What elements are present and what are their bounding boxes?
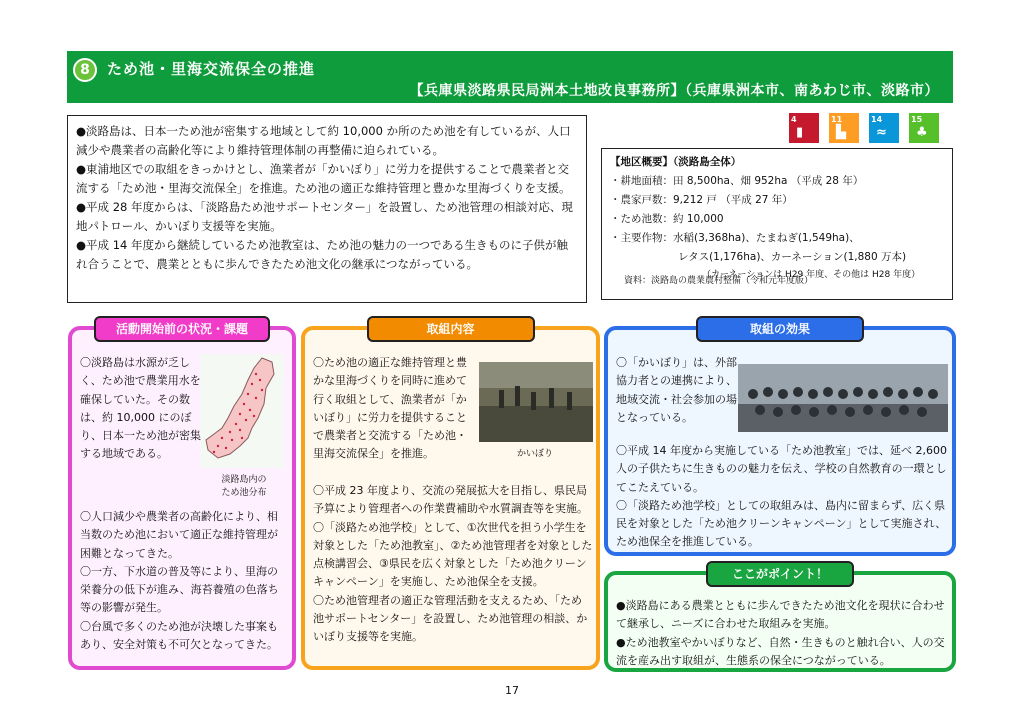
sdg-11-icon: 11 ▙ [829,113,859,143]
action-item: 〇ため池管理者の適正な管理活動を支えるため、「ため池サポートセンター」を設置し、ため池管理の相談、かいぼり支援等を実施。 [313,593,588,644]
panel-before-text-b [80,508,288,654]
photo-caption: かいぼり [516,449,553,459]
area-ponds: ・ため池数：約 10,000 [610,213,724,225]
area-crops-cont: レタス(1,176ha)、カーネーション(1,880 万本) [678,251,907,263]
area-overview-box [601,148,953,300]
point-item: ●ため池教室やかいぼりなど、自然・生きものと触れ合い、人の交流を産み出す取組が、生態系の保全につながっている。 [616,635,945,667]
area-crops: ・主要作物：水稲(3,368ha)、たまねぎ(1,549ha)、 [610,232,860,244]
effect-item: 〇「かいぼり」は、外部協力者との連携により、地域交流・社会参加の場となっている。 [616,356,737,424]
before-item: 〇淡路島は水源が乏しく、ため池で農業用水を確保していた。その数は、約 10,000 にのぼり、日本一ため池が密集する地域である。 [80,356,201,461]
summary-item: ●東浦地区での取組をきっかけとし、漁業者が「かいぼり」に労力を提供することで農業者と交流する「ため池・里海交流保全」を推進。ため池の適正な維持管理と豊かな里海づくりを支援。 [76,162,571,195]
summary-item: ●淡路島は、日本一ため池が密集する地域として約 10,000 か所のため池を有しているが、人口減少や農業者の高齢化等により維持管理体制の再整備に迫られている。 [76,124,571,157]
effect-item: 〇「淡路ため池学校」としての取組みは、島内に留まらず、広く県民を対象とした「ため池クリーンキャンペーン」として実施され、ため池保全を推進している。 [616,498,947,549]
panel-action [301,322,600,670]
map-caption: 淡路島内の ため池分布 [221,475,267,498]
pond-distribution-map [200,354,284,468]
section-number: 8 [73,58,97,82]
area-farmers: ・農家戸数：9,212 戸 （平成 27 年） [610,194,793,206]
before-item: 〇台風で多くのため池が決壊した事案もあり、安全対策も不可欠となってきた。 [80,619,278,652]
action-item: 〇「淡路ため池学校」として、①次世代を担う小学生を対象とした「ため池教室」、②ため池管理者を対象とした点検講習会、③県民を広く対象とした「ため池クリーンキャンペーン」を実施し、ため池保全を支援。 [313,520,593,589]
panel-effect [604,322,956,556]
header-banner [67,51,953,103]
effect-item: 〇平成 14 年度から実施している「ため池教室」では、延べ 2,600 人の子供たちに生きものの魅力を伝え、学校の自然教育の一環としてこたえている。 [616,444,947,494]
page-number: 17 [505,684,519,697]
panel-before-activity [68,322,296,670]
panel-point [604,567,956,672]
area-note: （カーネーションは H29 年度、その他は H28 年度） [702,270,921,280]
panel-action-label: 取組内容 [367,316,535,342]
area-source: 資料：淡路島の農業農村整備（令和元年度版） [624,276,814,286]
summary-box [67,115,587,303]
action-item: 〇平成 23 年度より、交流の発展拡大を目指し、県民局予算により管理者への作業費補助や水質調査等を実施。 [313,484,588,516]
panel-effect-text-a [616,354,738,427]
panel-before-text-a [80,354,204,464]
panel-effect-text-b [616,442,950,552]
before-item: 〇一方、下水道の普及等により、里海の栄養分の低下が進み、海苔養殖の色落ち等の影響が発生。 [80,564,279,615]
office-location: 【兵庫県淡路県民局洲本土地改良事務所】（兵庫県洲本市、南あわじ市、淡路市） [409,83,939,99]
before-item: 〇人口減少や農業者の高齢化により、相当数のため池において適正な維持管理が困難となってきた。 [80,510,278,560]
sdg-14-icon: 14 ≈ [869,113,899,143]
sdg-15-icon: 15 ♣ [909,113,939,143]
area-heading: 【地区概要】（淡路島全体） [610,156,742,168]
point-item: ●淡路島にある農業とともに歩んできたため池文化を現状に合わせて継承し、ニーズに合わせた取組みを実施。 [616,599,945,631]
area-farmland: ・耕地面積：田 8,500ha、畑 952ha （平成 28 年） [610,175,864,187]
panel-action-text-b [313,482,593,647]
panel-point-label: ここがポイント！ [706,561,854,587]
summary-item: ●平成 14 年度から継続しているため池教室は、ため池の魅力の一つである生きものに子供が触れ合うことで、農業とともに歩んできたため池文化の継承につながっている。 [76,238,568,271]
action-item: 〇ため池の適正な維持管理と豊かな里海づくりを同時に進めて行く取組として、漁業者が「かいぼり」に労力を提供することで農業者と交流する「ため池・里海交流保全」を推進。 [313,356,467,461]
group-photo [738,364,948,432]
panel-point-text [616,597,950,670]
sdg-4-icon: 4 ▮ [789,113,819,143]
panel-effect-label: 取組の効果 [696,316,864,342]
panel-action-text-a [313,354,477,464]
kaibori-photo [479,362,593,442]
page-title: ため池・里海交流保全の推進 [107,60,316,78]
panel-before-label: 活動開始前の状況・課題 [94,316,270,342]
summary-item: ●平成 28 年度からは、「淡路島ため池サポートセンター」を設置し、ため池管理の相談対応、現地パトロール、かいぼり支援等を実施。 [76,200,573,233]
